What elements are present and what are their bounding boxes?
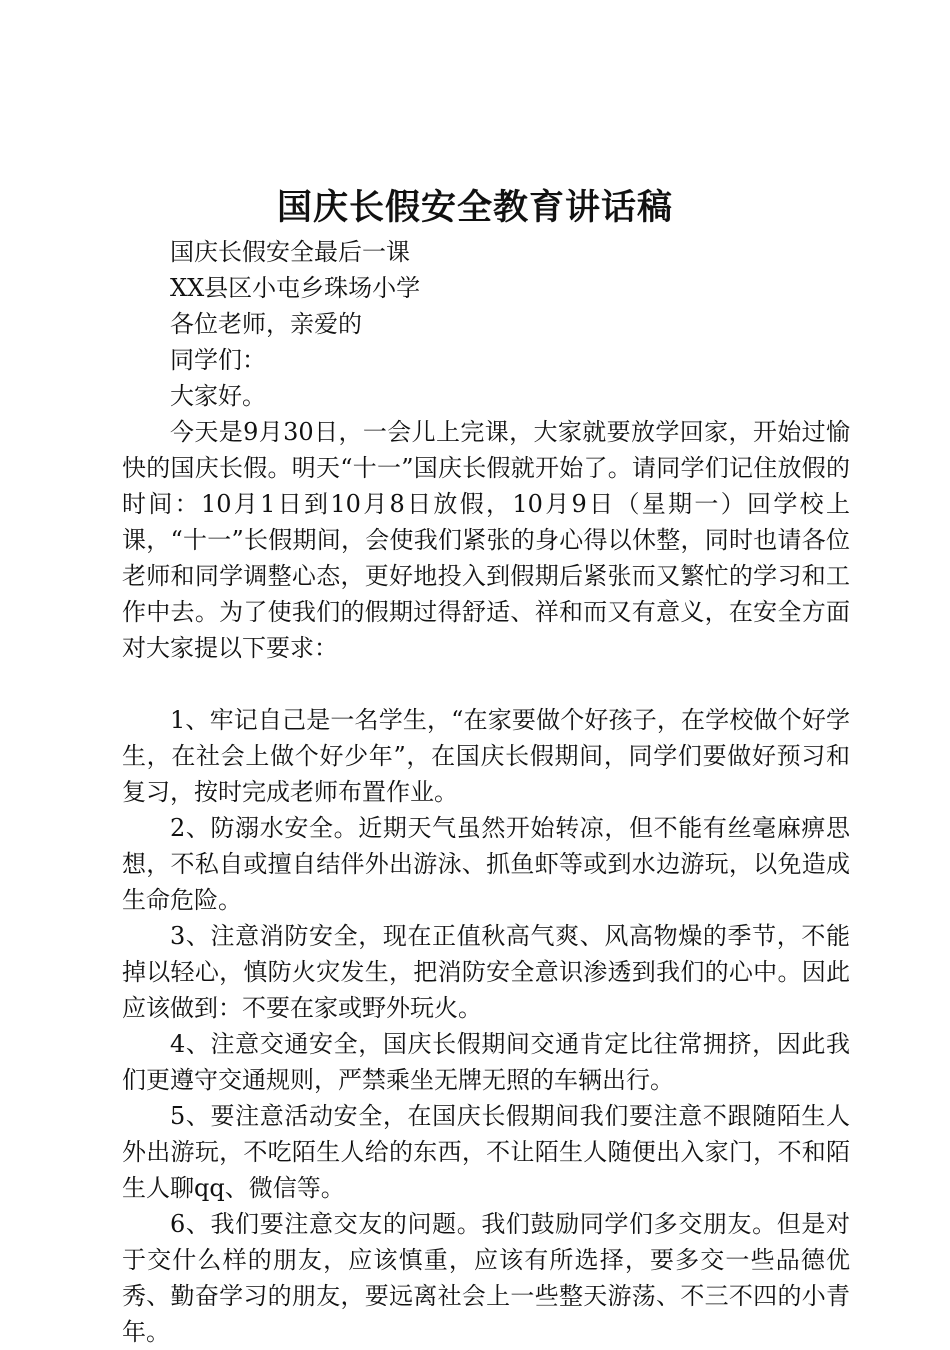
document-title: 国庆长假安全教育讲话稿 <box>276 187 673 228</box>
requirement-paragraph-4: 4、注意交通安全，国庆长假期间交通肯定比往常拥挤，因此我们更遵守交通规则，严禁乘坐无牌无照的车辆出行。 <box>122 1030 850 1094</box>
greeting-line: 大家好。 <box>170 382 266 410</box>
document-body <box>122 234 850 1350</box>
requirement-paragraph-1: 1、牢记自己是一名学生，“在家要做个好孩子，在学校做个好学生，在社会上做个好少年”，在国庆长假期间，同学们要做好预习和复习，按时完成老师布置作业。 <box>122 706 850 806</box>
requirement-paragraph-6: 6、我们要注意交友的问题。我们鼓励同学们多交朋友。但是对于交什么样的朋友，应该慎重，应该有所选择，要多交一些品德优秀、勤奋学习的朋友，要远离社会上一些整天游荡、不三不四的小青年。 <box>122 1210 850 1346</box>
requirement-paragraph-3: 3、注意消防安全，现在正值秋高气爽、风高物燥的季节，不能掉以轻心，慎防火灾发生，把消防安全意识渗透到我们的心中。因此应该做到：不要在家或野外玩火。 <box>122 922 850 1022</box>
salutation-line: 同学们： <box>170 346 266 374</box>
requirement-paragraph-2: 2、防溺水安全。近期天气虽然开始转凉，但不能有丝毫麻痹思想，不私自或擅自结伴外出游泳、抓鱼虾等或到水边游玩，以免造成生命危险。 <box>122 814 850 914</box>
school-line: XX县区小屯乡珠场小学 <box>170 274 421 302</box>
subtitle-line: 国庆长假安全最后一课 <box>170 238 410 266</box>
intro-paragraph: 今天是9月30日，一会儿上完课，大家就要放学回家，开始过愉快的国庆长假。明天“十一”国庆长假就开始了。请同学们记住放假的时间：10月1日到10月8日放假，10月9日（星期一）回学校上课，“十一”长假期间，会使我们紧张的身心得以休整，同时也请各位老师和同学调整心态，更好地投入到假期后紧张而又繁忙的学习和工作中去。为了使我们的假期过得舒适、祥和而又有意义，在安全方面对大家提以下要求： <box>122 418 850 662</box>
salutation-line: 各位老师，亲爱的 <box>170 310 362 338</box>
requirement-paragraph-5: 5、要注意活动安全，在国庆长假期间我们要注意不跟随陌生人外出游玩，不吃陌生人给的东西，不让陌生人随便出入家门，不和陌生人聊qq、微信等。 <box>122 1102 850 1202</box>
